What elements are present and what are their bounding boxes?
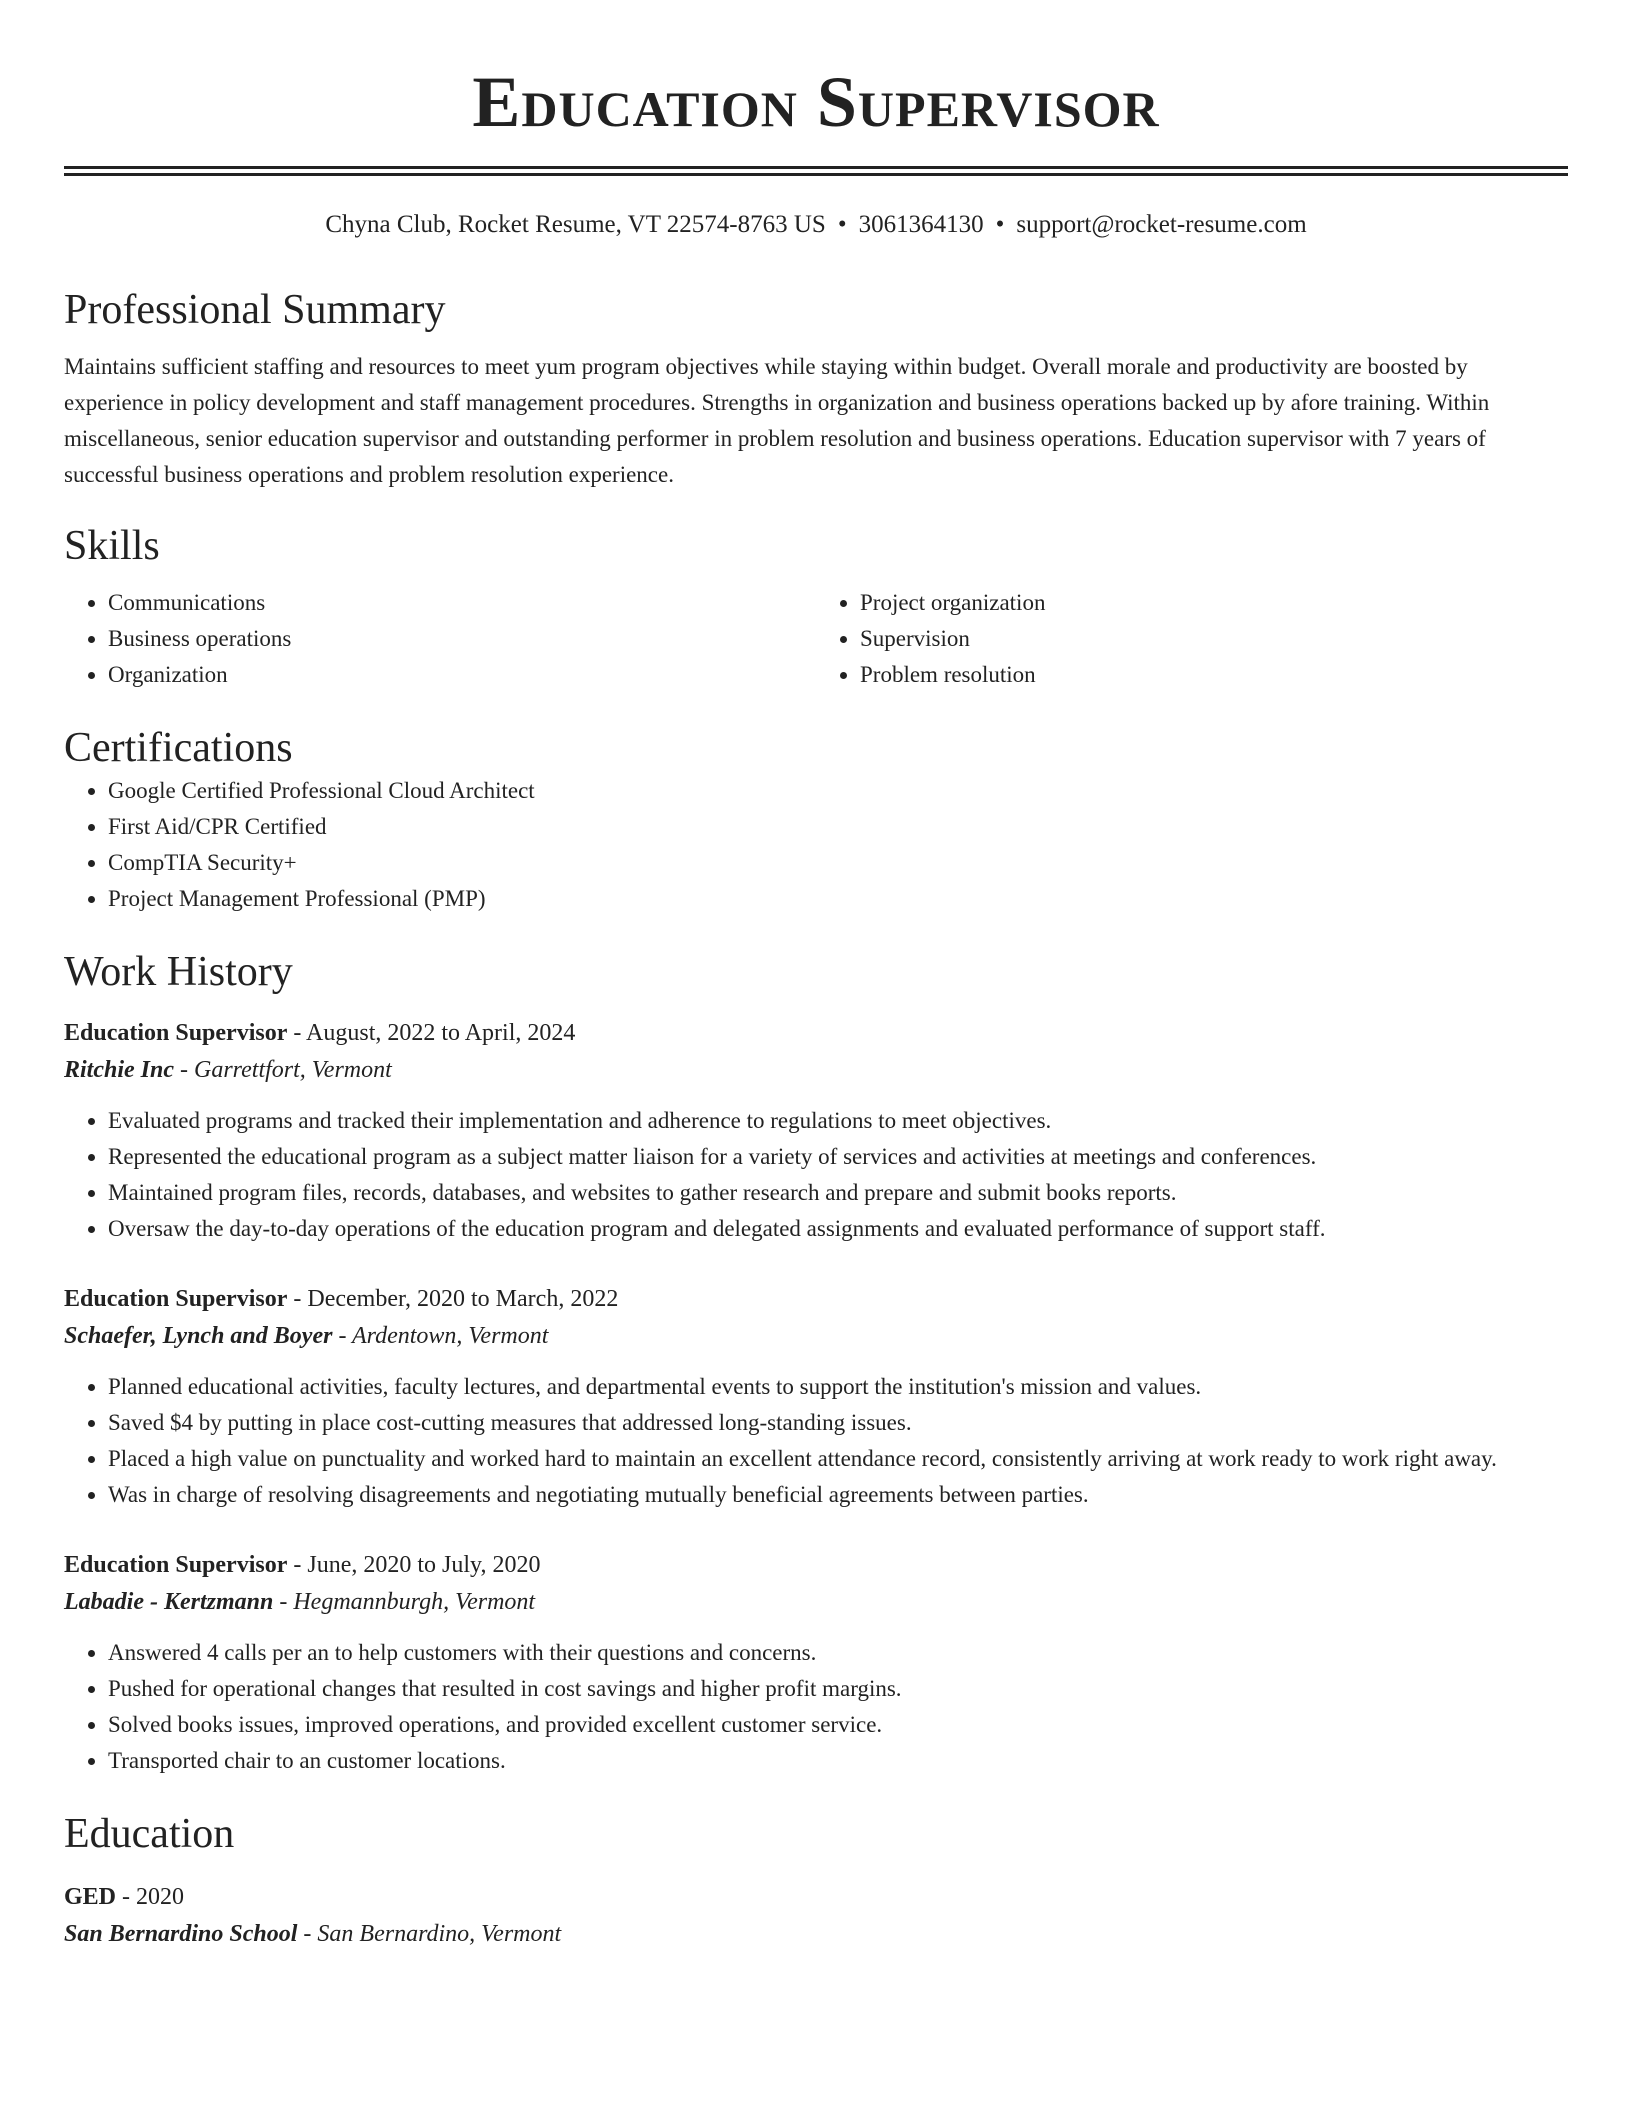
company-line bbox=[64, 1051, 1568, 1089]
job-bullet: • Represented the educational program as a subject matter liaison for a variety of services and activities at meetings and conferences. bbox=[108, 1139, 1568, 1175]
contact-address: Chyna Club, Rocket Resume, VT 22574-8763 US bbox=[325, 211, 826, 238]
certification-item: • CompTIA Security+ bbox=[108, 845, 1568, 881]
school-line bbox=[64, 1915, 1568, 1953]
job-bullet: • Pushed for operational changes that resulted in cost savings and higher profit margins. bbox=[108, 1671, 1568, 1707]
education-entry bbox=[64, 1879, 1568, 1953]
company-location: - Hegmannburgh, Vermont bbox=[273, 1589, 536, 1615]
company-location: - Garrettfort, Vermont bbox=[174, 1057, 392, 1083]
skills-list-right bbox=[816, 585, 1568, 693]
job-bullet: • Solved books issues, improved operations, and provided excellent customer service. bbox=[108, 1707, 1568, 1743]
job-bullets bbox=[64, 1103, 1568, 1247]
certifications-section bbox=[64, 723, 1568, 917]
company-line bbox=[64, 1317, 1568, 1355]
certifications-list bbox=[64, 773, 1568, 917]
job-bullet: • Planned educational activities, faculty lectures, and departmental events to support the institution's mission and values. bbox=[108, 1369, 1568, 1405]
job-bullet: • Evaluated programs and tracked their implementation and adherence to regulations to meet objectives. bbox=[108, 1103, 1568, 1139]
job-bullets bbox=[64, 1369, 1568, 1513]
job-title: Education Supervisor bbox=[64, 1552, 288, 1578]
job-bullet: • Transported chair to an customer locations. bbox=[108, 1743, 1568, 1779]
job-bullet: • Saved $4 by putting in place cost-cutting measures that addressed long-standing issues. bbox=[108, 1405, 1568, 1441]
summary-heading: Professional Summary bbox=[64, 287, 446, 333]
job-bullet: • Placed a high value on punctuality and worked hard to maintain an excellent attendance record, consistently arriving at work ready to work right away. bbox=[108, 1441, 1568, 1477]
school-name: San Bernardino School bbox=[64, 1921, 298, 1947]
job-bullets bbox=[64, 1635, 1568, 1779]
degree-name: GED bbox=[64, 1884, 117, 1910]
contact-separator: • bbox=[837, 211, 847, 238]
degree-line bbox=[64, 1879, 1568, 1915]
job-bullet: • Maintained program files, records, databases, and websites to gather research and prepare and submit books reports. bbox=[108, 1175, 1568, 1211]
company-line bbox=[64, 1583, 1568, 1621]
job-bullet: • Was in charge of resolving disagreements and negotiating mutually beneficial agreements between parties. bbox=[108, 1477, 1568, 1513]
certification-item: • Google Certified Professional Cloud Architect bbox=[108, 773, 1568, 809]
job-bullet: • Answered 4 calls per an to help customers with their questions and concerns. bbox=[108, 1635, 1568, 1671]
school-location: - San Bernardino, Vermont bbox=[297, 1921, 562, 1947]
skills-columns bbox=[64, 585, 1568, 693]
job-entry bbox=[64, 1015, 1568, 1247]
company-name: Ritchie Inc bbox=[64, 1057, 175, 1083]
job-bullet: • Oversaw the day-to-day operations of the education program and delegated assignments and evaluated performance of support staff. bbox=[108, 1211, 1568, 1247]
job-title-line bbox=[64, 1015, 1568, 1051]
job-dates: - December, 2020 to March, 2022 bbox=[287, 1286, 619, 1312]
company-location: - Ardentown, Vermont bbox=[332, 1323, 549, 1349]
skill-item: • Organization bbox=[108, 657, 816, 693]
job-dates: - June, 2020 to July, 2020 bbox=[287, 1552, 541, 1578]
skills-list-left bbox=[64, 585, 816, 693]
job-dates: - August, 2022 to April, 2024 bbox=[287, 1020, 576, 1046]
education-section bbox=[64, 1809, 1568, 1953]
skills-section bbox=[64, 521, 1568, 693]
skill-item: • Supervision bbox=[860, 621, 1568, 657]
skill-item: • Communications bbox=[108, 585, 816, 621]
education-heading: Education bbox=[64, 1811, 235, 1857]
contact-phone: 3061364130 bbox=[858, 211, 984, 238]
degree-year: - 2020 bbox=[116, 1884, 185, 1910]
skill-item: • Project organization bbox=[860, 585, 1568, 621]
job-title: Education Supervisor bbox=[64, 1020, 288, 1046]
job-title-line bbox=[64, 1281, 1568, 1317]
work-history-heading: Work History bbox=[64, 949, 293, 995]
certification-item: • Project Management Professional (PMP) bbox=[108, 881, 1568, 917]
contact-line bbox=[64, 209, 1568, 241]
job-title-line bbox=[64, 1547, 1568, 1583]
certification-item: • First Aid/CPR Certified bbox=[108, 809, 1568, 845]
job-entry bbox=[64, 1547, 1568, 1779]
summary-section bbox=[64, 285, 1568, 493]
summary-text: Maintains sufficient staffing and resources to meet yum program objectives while staying within budget. Overall morale and productivity are boosted by experience in policy development and staff management procedures. Strengths in organization and business operations backed up by afore training. Within miscellaneous, senior education supervisor and outstanding performer in problem resolution and business operations. Education supervisor with 7 years of successful business operations and problem resolution experience. bbox=[64, 354, 1490, 487]
company-name: Schaefer, Lynch and Boyer bbox=[64, 1323, 333, 1349]
skill-item: • Problem resolution bbox=[860, 657, 1568, 693]
certifications-heading: Certifications bbox=[64, 725, 293, 771]
skills-heading: Skills bbox=[64, 523, 160, 569]
work-history-section bbox=[64, 947, 1568, 1779]
header-double-rule bbox=[64, 166, 1568, 176]
contact-separator: • bbox=[995, 211, 1005, 238]
company-name: Labadie - Kertzmann bbox=[64, 1589, 274, 1615]
resume-name: Education Supervisor bbox=[472, 62, 1160, 142]
job-entry bbox=[64, 1281, 1568, 1513]
skill-item: • Business operations bbox=[108, 621, 816, 657]
job-title: Education Supervisor bbox=[64, 1286, 288, 1312]
contact-email: support@rocket-resume.com bbox=[1016, 211, 1307, 238]
